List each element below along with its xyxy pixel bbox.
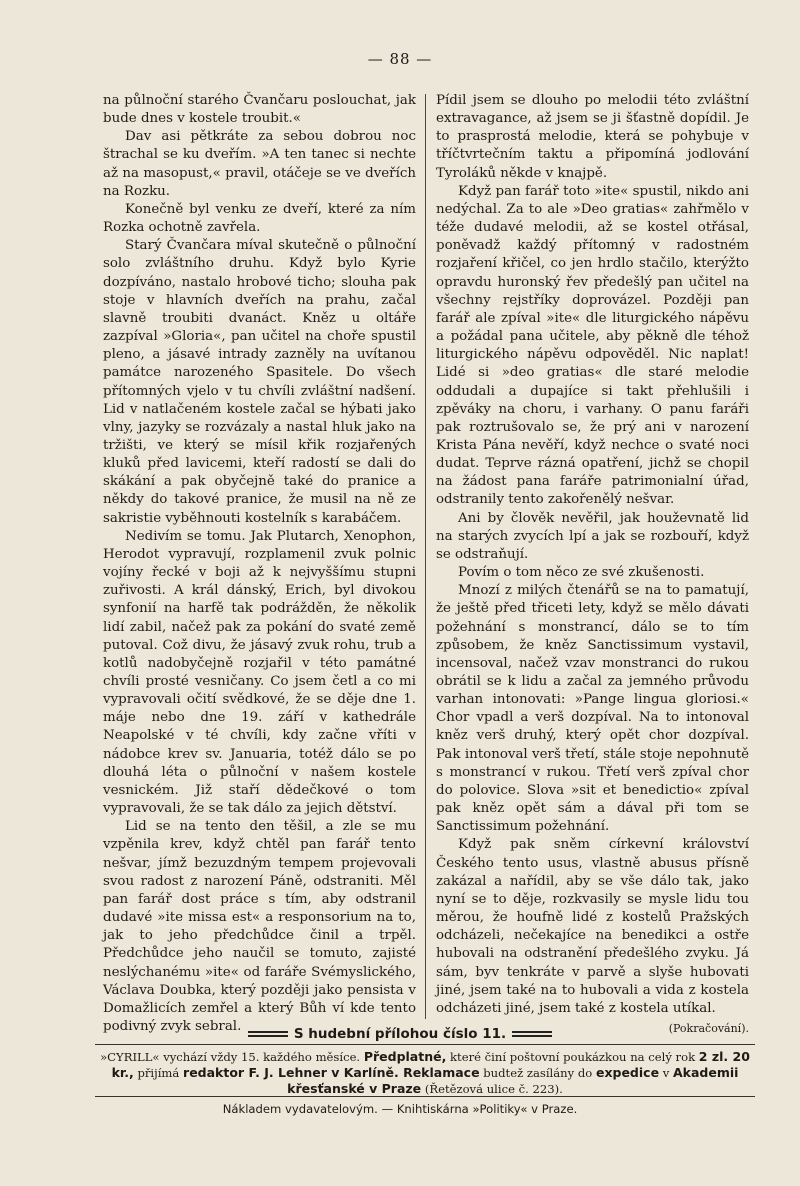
paragraph: Mnozí z milých čtenářů se na to pamatují, že ještě před třiceti lety, když se mělo dávati požehnání s monstrancí, dálo se to tím způsobem, že kněz Sanctissimum vystavil, incensoval, načež vzav monstranci do rukou obrátil se k lidu a začal za jemného průvodu varhan intonovati: »Pange lingua gloriosi.« Chor vpadl a verš dozpíval. Na to intonoval kněz verš druhý, který opět chor dozpíval. Pak intonoval verš třetí, stále stoje nepohnutě s monstrancí v rukou. Třetí verš zpíval chor do polovice. Slova »sit et benedictio« zpíval pak kněz opět sám a dával při tom se Sanctissimum požehnání. xyxy=(436,583,749,835)
supplement-text: S hudební přílohou číslo 11. xyxy=(293,1026,507,1042)
right-text-column xyxy=(436,92,749,1038)
paragraph: Když pan farář toto »ite« spustil, nikdo ani nedýchal. Za to ale »Deo gratias« zahřmělo v téže dudavé melodii, až se kostel otřásal, poněvadž každý přítomný v radostném rozjaření křičel, co jen hrdlo stačilo, kterýžto opravdu huronský řev předešlý pan učitel na všechny rejstříky doprovázel. Později pan farář ale zpíval »ite« dle liturgického nápěvu a požádal pana učitele, aby pěkně dle téhož liturgického nápěvu odpověděl. Nic naplat! Lidé si »deo gratias« dle staré melodie oddudali a dupajíce si takt přehlušili i zpěváky na choru, i varhany. O panu faráři pak roztrušovalo se, že prý ani v narození Krista Pána nevěří, když nechce o svaté noci dudat. Teprve rázná opatření, jichž se chopil na žádost pana faráře patrimonialní úřad, odstranily tento zakořenělý nešvar. xyxy=(436,183,749,508)
info-top-rule xyxy=(95,1044,755,1045)
double-rule-right xyxy=(512,1031,552,1037)
double-rule-left xyxy=(248,1031,288,1037)
paragraph: na půlnoční starého Čvančaru poslouchat, jak bude dnes v kostele troubit.« xyxy=(103,93,416,127)
paragraph: Pídil jsem se dlouho po melodii této zvláštní extravagance, až jsem se ji šťastně dopídil. Je to prasprostá melodie, která se pohybuje v tříčtvrtečním taktu a připomíná jodlování Tyroláků někde v knajpě. xyxy=(436,93,749,181)
info-bottom-rule xyxy=(95,1096,755,1097)
paragraph: Lid se na tento den těšil, a zle se mu vzpěnila krev, když chtěl pan farář tento nešvar, jímž bezuzdným tempem projevovali svou radost z narození Páně, odstraniti. Měl pan farář dost práce s tím, aby odstranil dudavé »ite missa est« a responsorium na to, jak to jeho předchůdce činil a trpěl. Předchůdce jeho naučil se tomuto, zajisté neslýchanému »ite« od faráře Svémyslického, Václava Doubka, který později jako pensista v Domažlicích zemřel a který Bůh ví kde tento podivný zvyk sebral. xyxy=(103,819,416,1034)
paragraph: Konečně byl venku ze dveří, které za ním Rozka ochotně zavřela. xyxy=(103,201,416,236)
column-divider xyxy=(425,94,426,1019)
left-text-column xyxy=(103,92,416,1036)
continuation-note: (Pokračování). xyxy=(668,1021,749,1035)
paragraph: Nedivím se tomu. Jak Plutarch, Xenophon, Herodot vypravují, rozplamenil zvuk polnic vojíny řecké v boji až k nejvyššímu stupni zuřivosti. A král dánský, Erich, byl divokou synfonií na harfě tak podrážděn, že několik lidí zabil, načež pak za pokání do svaté země putoval. Což divu, že jásavý zvuk rohu, trub a kotlů nadobyčejně rozjařil v této památné chvíli prosté vesničany. Co jsem četl a co mi vypravovali očití svědkové, že se děje dne 1. máje nebo dne 19. září v kathedrále Neapolské v té chvíli, kdy začne vříti v nádobce krev sv. Januaria, totéž dálo se po dlouhá léta o půlnoční v našem kostele vesnickém. Již staří dědečkové o tom vypravovali, že se tak dálo za jejich dětství. xyxy=(103,528,416,817)
publication-info: »CYRILL« vychází vždy 15. každého měsíce. Předplatné, které činí poštovní poukázkou na celý rok 2 zl. 20 kr., přijímá redaktor F. J. Lehner v Karlíně. Reklamace budtež zasílány do expedice v Akademii křesťanské v Praze (Řetězová ulice č. 223). xyxy=(100,1049,750,1096)
music-supplement-note xyxy=(0,1026,800,1042)
page-number: — 88 — xyxy=(367,50,433,68)
imprint: Nákladem vydavatelovým. — Knihtiskárna »Politiky« v Praze. xyxy=(222,1102,578,1116)
paragraph: Povím o tom něco ze své zkušenosti. xyxy=(458,565,705,581)
paragraph: Dav asi pětkráte za sebou dobrou noc štrachal se ku dveřím. »A ten tanec si nechte až na masopust,« pravil, otáčeje se ve dveřích na Rozku. xyxy=(103,129,416,199)
paragraph: Starý Čvančara míval skutečně o půlnoční solo zvláštního druhu. Když bylo Kyrie dozpíváno, nastalo hrobové ticho; slouha pak stoje v hlavních dveřích na prahu, začal slavně troubiti dvanáct. Kněz u oltáře zazpíval »Gloria«, pan učitel na choře spustil pleno, a jásavé intrady zazněly na uvítanou památce narozeného Spasitele. Do všech přítomných vjelo v tu chvíli zvláštní nadšení. Lid v natlačeném kostele začal se hýbati jako vlny, jazyky se rozvázaly a nastal hluk jako na tržišti, ve který se mísil křik rozjařených kluků před lavicemi, kteří radostí se dali do skákání a pak obyčejně také do pranice a někdy do takové pranice, že musil na ně ze sakristie vyběhnouti kostelník s karabáčem. xyxy=(103,238,416,526)
paragraph: Ani by člověk nevěřil, jak houževnatě lid na starých zvycích lpí a jak se rozbouří, když se odstraňují. xyxy=(436,510,749,562)
paragraph: Když pak sněm církevní království Českého tento usus, vlastně abusus přísně zakázal a nařídil, aby se vše dálo tak, jako nyní se to děje, rozkvasily se mysle lidu tou měrou, že houfně lidé z kostelů Pražských odcházeli, nečekajíce na benedikci a ostře hubovali na odstranění předešlého zvyku. Já sám, byv tenkráte v parvě a slyše hubovati jiné, jsem také na to hubovali a vida z kostela odcházeti jiné, jsem také z kostela utíkal. (Pokračování). xyxy=(436,836,749,1018)
